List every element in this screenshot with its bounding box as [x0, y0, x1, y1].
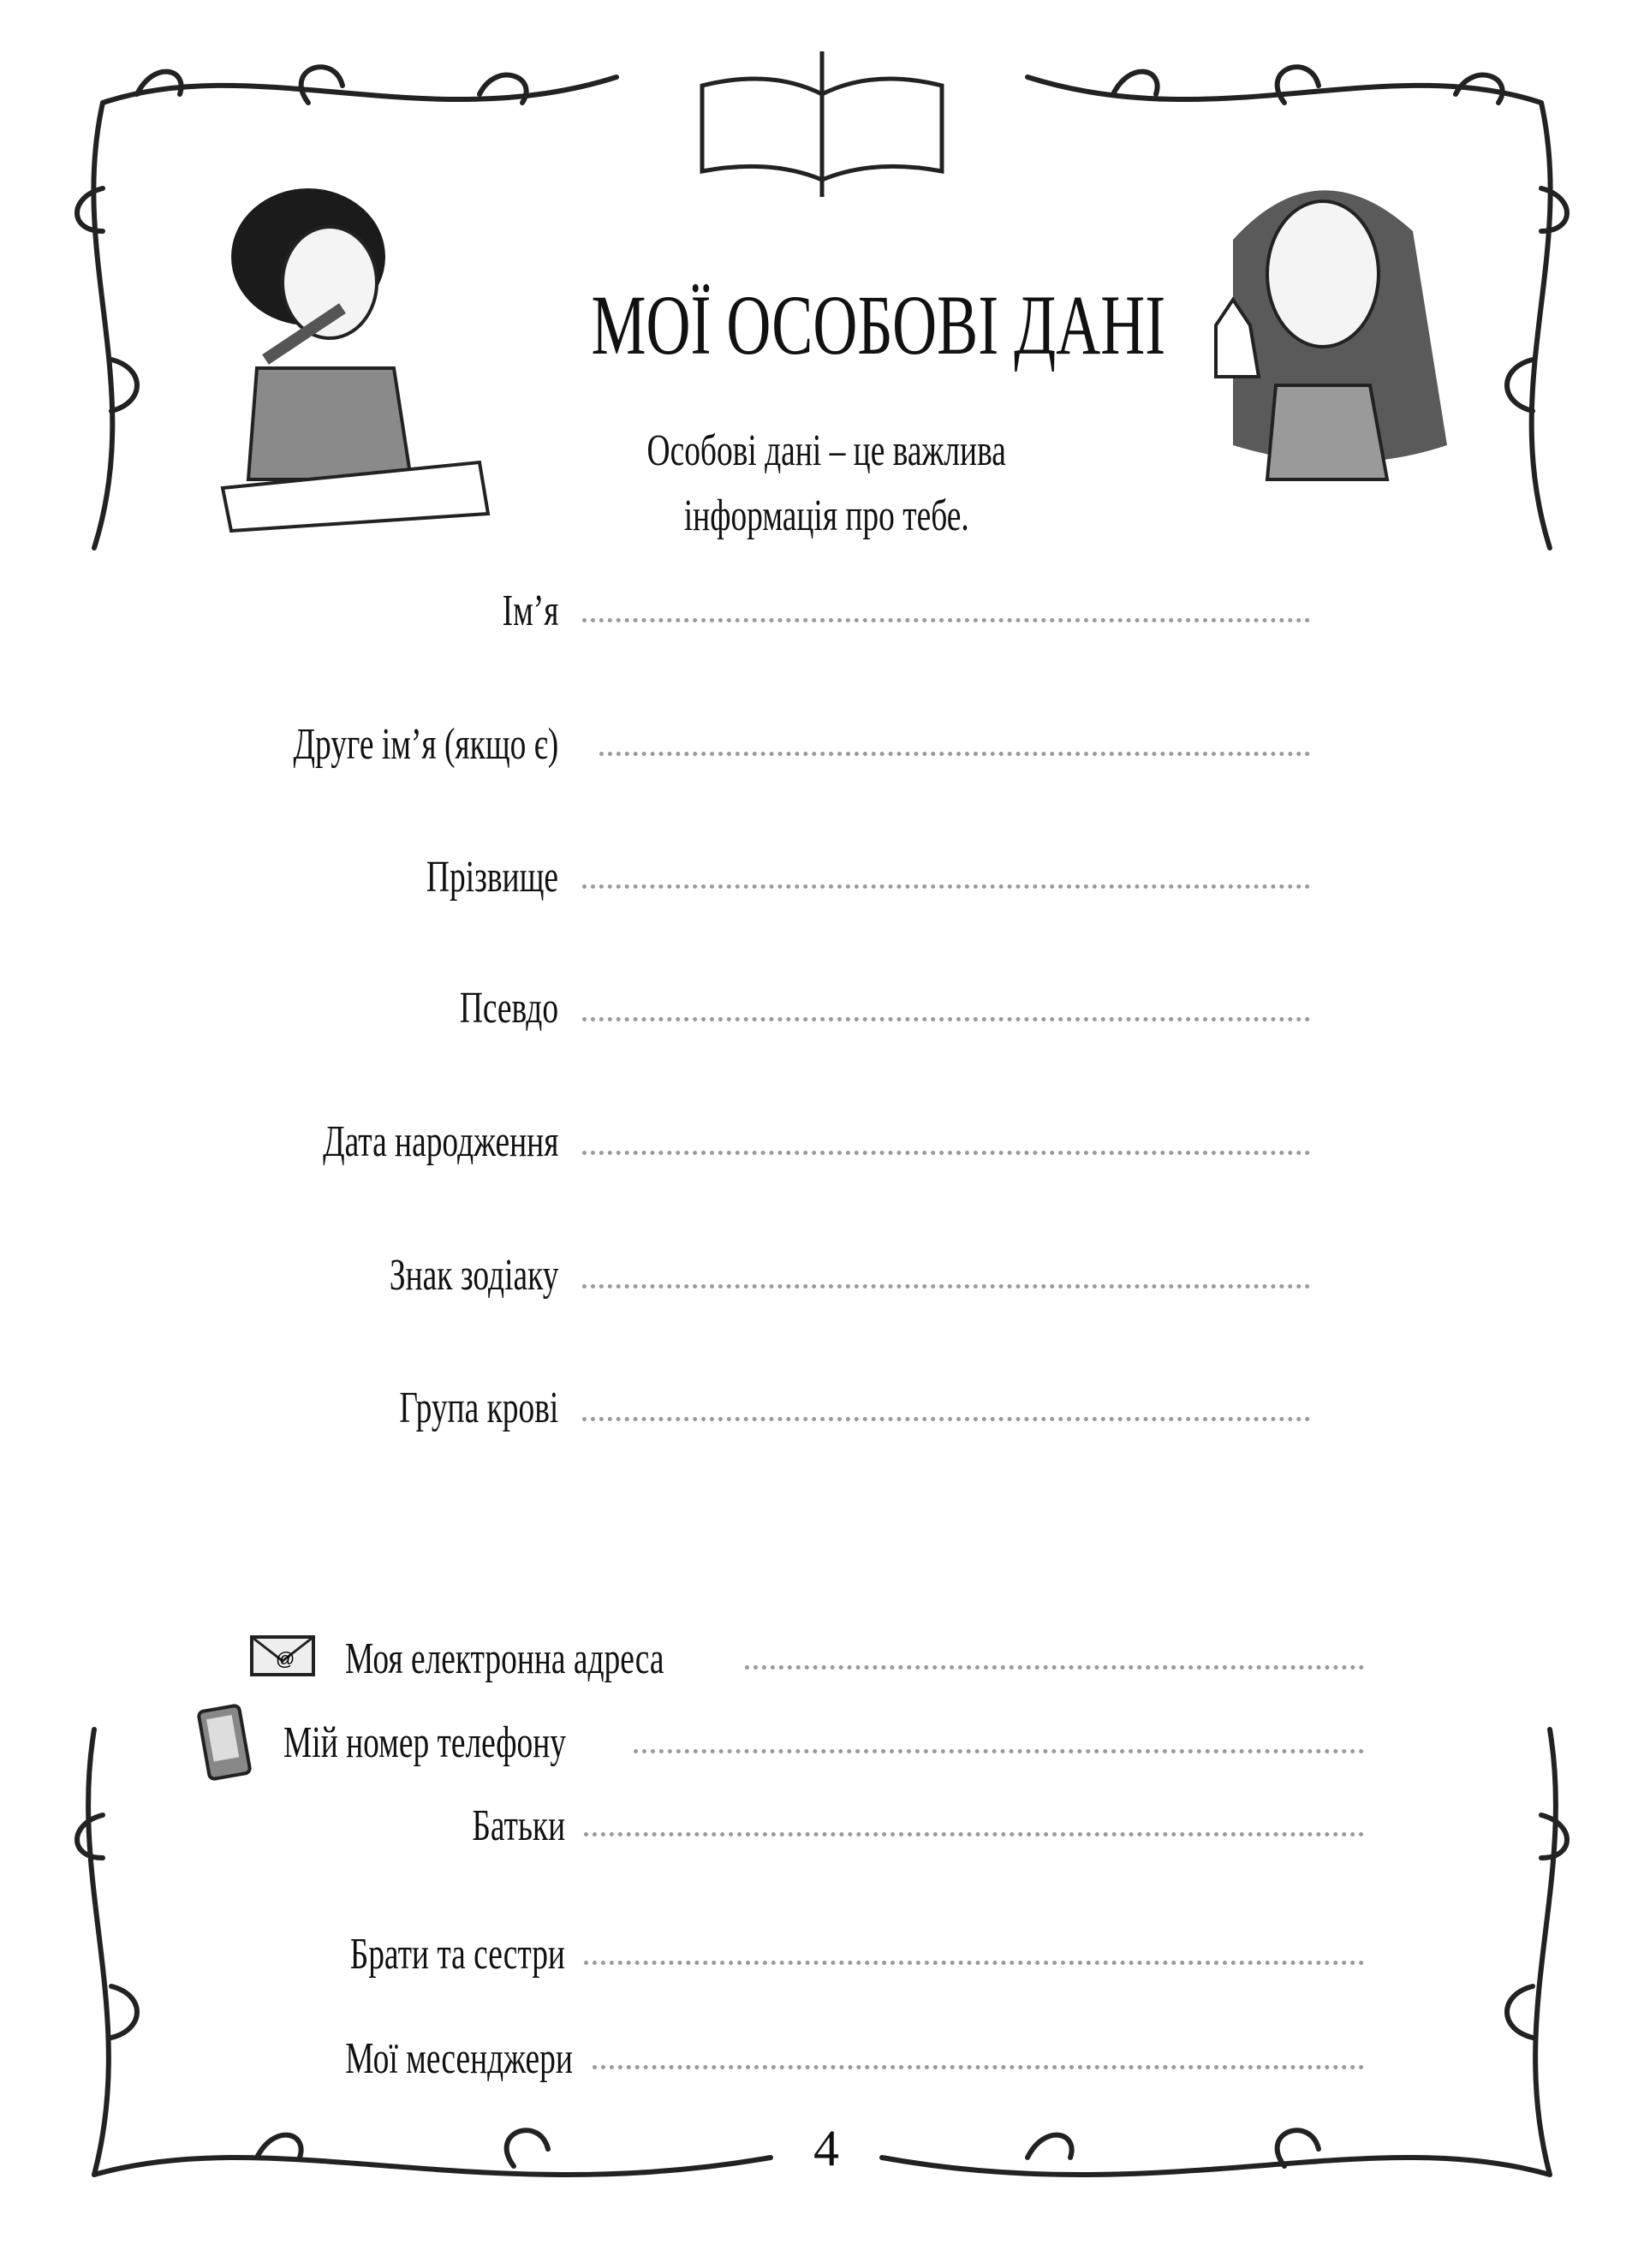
surname-input-line[interactable]	[582, 884, 1310, 889]
name-input-line[interactable]	[582, 618, 1310, 622]
field-label: Ім’я	[502, 586, 558, 635]
phone-icon	[198, 1705, 250, 1779]
field-label: Псевдо	[459, 984, 558, 1033]
girl-waving-illustration	[1216, 190, 1447, 479]
vine-bottom-right	[882, 2130, 1550, 2175]
page-number: 4	[813, 2120, 839, 2176]
field-label: Група крові	[399, 1384, 558, 1432]
field-label: Дата народження	[322, 1117, 558, 1166]
email-input-line[interactable]	[745, 1665, 1364, 1670]
vine-left-bottom	[77, 1729, 137, 2175]
field-label: Знак зодіаку	[389, 1251, 558, 1300]
open-book-icon	[702, 51, 942, 197]
svg-text:@: @	[276, 1648, 295, 1670]
contact-label: Моя електронна адреса	[345, 1634, 664, 1683]
field-label: Друге ім’я (якщо є)	[293, 720, 558, 769]
vine-left-top	[77, 103, 137, 548]
middle-name-input-line[interactable]	[599, 752, 1310, 756]
birthdate-input-line[interactable]	[582, 1151, 1310, 1155]
zodiac-input-line[interactable]	[582, 1284, 1310, 1289]
parents-input-line[interactable]	[584, 1832, 1364, 1836]
field-label: Прізвище	[426, 853, 558, 902]
vine-top-right	[1028, 67, 1541, 103]
vine-top-left	[103, 67, 616, 103]
girl-with-pencil-illustration	[223, 188, 488, 531]
siblings-input-line[interactable]	[584, 1961, 1364, 1965]
vine-bottom-left	[94, 2130, 771, 2175]
page-title: МОЇ ОСОБОВІ ДАНІ	[591, 277, 1166, 372]
subtitle-line-2: інформація про тебе.	[683, 491, 969, 540]
contact-label: Брати та сестри	[349, 1930, 565, 1979]
vine-right-top	[1507, 103, 1567, 548]
vine-right-bottom	[1507, 1729, 1567, 2175]
contact-label: Батьки	[472, 1801, 565, 1850]
contact-label: Мій номер телефону	[283, 1718, 566, 1767]
nickname-input-line[interactable]	[582, 1017, 1310, 1021]
blood-type-input-line[interactable]	[582, 1417, 1310, 1421]
phone-input-line[interactable]	[634, 1749, 1364, 1753]
envelope-icon	[252, 1637, 313, 1675]
messengers-input-line[interactable]	[593, 2065, 1364, 2069]
subtitle-line-1: Особові дані – це важлива	[646, 426, 1006, 475]
contact-label: Мої месенджери	[345, 2034, 573, 2083]
